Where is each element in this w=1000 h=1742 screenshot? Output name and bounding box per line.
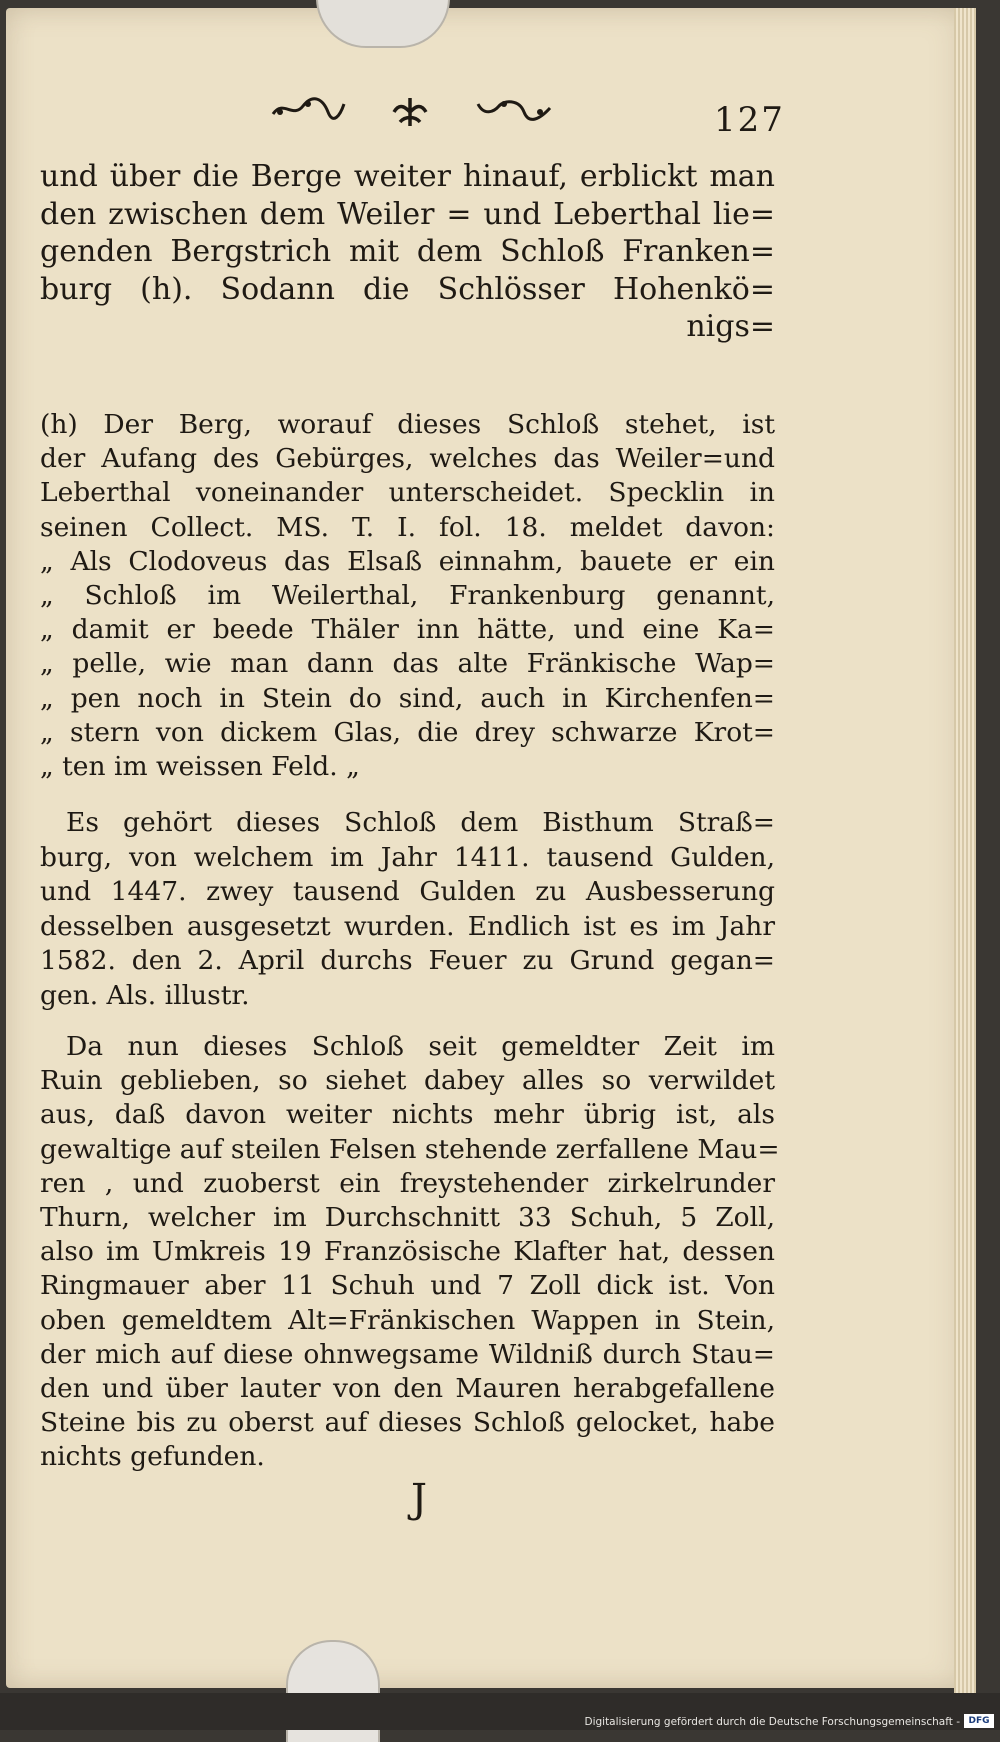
text-line: nigs= bbox=[686, 309, 775, 344]
text-line: burg, von welchem im Jahr 1411. tausend Gulden, bbox=[40, 841, 775, 873]
fleuron-ornament bbox=[380, 94, 440, 130]
text-line: genden Bergstrich mit dem Schloß Franken= bbox=[40, 234, 775, 269]
text-line: den zwischen dem Weiler = und Leberthal lie= bbox=[40, 196, 775, 232]
text-line: Ringmauer aber 11 Schuh und 7 Zoll dick ist. Von bbox=[40, 1270, 775, 1302]
text-line: also im Umkreis 19 Französische Klafter hat, dessen bbox=[40, 1236, 775, 1268]
scroll-right-ornament bbox=[474, 94, 554, 124]
footnote bbox=[40, 408, 775, 784]
text-line: Da nun dieses Schloß seit gemeldter Zeit im bbox=[66, 1031, 775, 1062]
text-line: Es gehört dieses Schloß dem Bisthum Straß= bbox=[66, 807, 775, 838]
text-line: und über die Berge weiter hinauf, erblickt man bbox=[40, 159, 775, 194]
page-number: 127 bbox=[714, 100, 785, 140]
text-line: burg (h). Sodann die Schlösser Hohenkö= bbox=[40, 271, 775, 307]
scan-clip-top bbox=[316, 0, 450, 48]
text-line: 1582. den 2. April durchs Feuer zu Grund gegan= bbox=[40, 945, 775, 976]
text-line: und 1447. zwey tausend Gulden zu Ausbesserung bbox=[40, 876, 775, 907]
funding-notice: Digitalisierung gefördert durch die Deutsche Forschungsgemeinschaft - bbox=[584, 1716, 960, 1728]
footnote-line: der Aufang des Gebürges, welches das Weiler=und bbox=[40, 443, 775, 475]
text-line: gen. Als. illustr. bbox=[40, 979, 250, 1011]
text-line: Thurn, welcher im Durchschnitt 33 Schuh, 5 Zoll, bbox=[40, 1202, 775, 1234]
footnote-line: „ ten im weissen Feld. „ bbox=[40, 751, 360, 783]
text-line: gewaltige auf steilen Felsen stehende zerfallene Mau= bbox=[40, 1133, 780, 1165]
paragraph-bisthum bbox=[40, 806, 775, 1013]
text-line: Steine bis zu oberst auf dieses Schloß gelocket, habe bbox=[40, 1407, 775, 1439]
page-edge bbox=[954, 8, 976, 1703]
book-page bbox=[6, 8, 976, 1688]
footnote-line: „ pelle, wie man dann das alte Fränkische Wap= bbox=[40, 648, 775, 680]
scroll-left-ornament bbox=[268, 94, 348, 124]
footnote-line: „ stern von dickem Glas, die drey schwarze Krot= bbox=[40, 716, 775, 748]
footnote-line: „ pen noch in Stein do sind, auch in Kirchenfen= bbox=[40, 682, 775, 714]
text-line: oben gemeldtem Alt=Fränkischen Wappen in Stein, bbox=[40, 1304, 775, 1336]
paragraph-ruin bbox=[40, 1030, 780, 1475]
footnote-line: Leberthal voneinander unterscheidet. Specklin in bbox=[40, 477, 775, 509]
footnote-line: seinen Collect. MS. T. I. fol. 18. meldet davon: bbox=[40, 511, 775, 543]
footnote-line: (h) Der Berg, worauf dieses Schloß stehet, ist bbox=[40, 409, 775, 440]
text-line: nichts gefunden. bbox=[40, 1441, 265, 1473]
text-line: den und über lauter von den Mauren herabgefallene bbox=[40, 1373, 775, 1405]
dfg-logo: DFG bbox=[964, 1714, 994, 1728]
footnote-line: „ Schloß im Weilerthal, Frankenburg genannt, bbox=[40, 580, 775, 612]
main-paragraph bbox=[40, 158, 775, 346]
footnote-line: „ Als Clodoveus das Elsaß einnahm, bauete er ein bbox=[40, 545, 775, 577]
text-line: ren , und zuoberst ein freystehender zirkelrunder bbox=[40, 1167, 775, 1199]
text-line: Ruin geblieben, so siehet dabey alles so verwildet bbox=[40, 1065, 775, 1097]
text-line: aus, daß davon weiter nichts mehr übrig ist, als bbox=[40, 1099, 775, 1131]
footnote-line: „ damit er beede Thäler inn hätte, und eine Ka= bbox=[40, 614, 775, 646]
text-line: der mich auf diese ohnwegsame Wildniß durch Stau= bbox=[40, 1338, 775, 1370]
catchword: J bbox=[411, 1476, 428, 1522]
text-line: desselben ausgesetzt wurden. Endlich ist es im Jahr bbox=[40, 910, 775, 942]
